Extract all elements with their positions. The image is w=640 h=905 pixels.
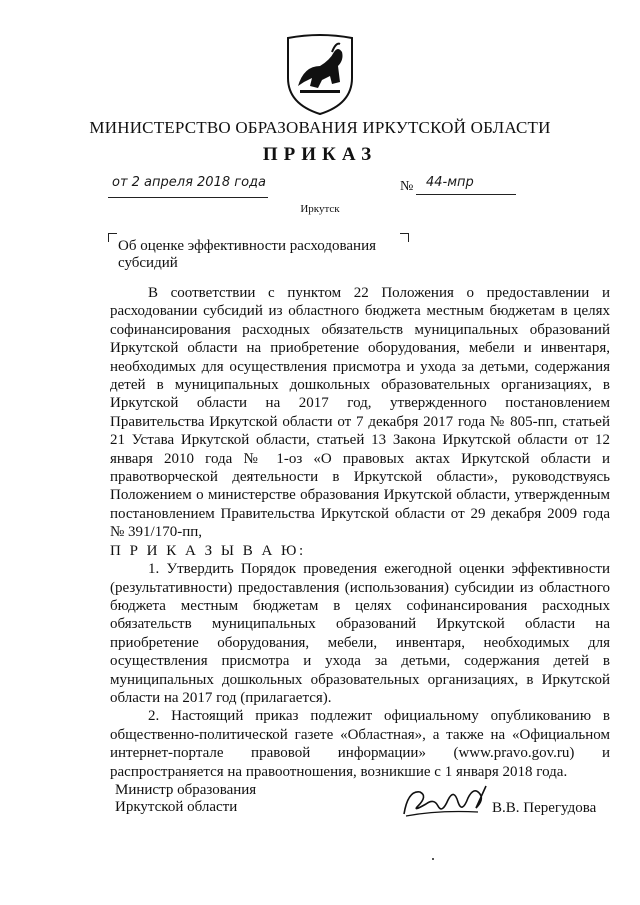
signer-name: В.В. Перегудова bbox=[492, 800, 597, 816]
handwritten-number: 44-мпр bbox=[416, 175, 516, 195]
order-word: П Р И К А З Ы В А Ю: bbox=[110, 542, 306, 559]
subject-line-2: субсидий bbox=[118, 255, 178, 271]
order-item-1: 1. Утвердить Порядок проведения ежегодной оценки эффективности (результативности) предоставления (использования) субсидии из областного бюджета местным бюджетам в целях софинансирования расходных обязательств муниципальных образований Иркутской области на приобретение оборудования, мебели, инвентаря, необходимых для осуществления присмотра и ухода за детьми, содержания детей в муниципальных дошкольных образовательных организациях, в Иркутской области на 2017 год (прилагается). bbox=[110, 561, 610, 706]
coat-of-arms-emblem bbox=[282, 30, 358, 118]
signer-position-line-2: Иркутской области bbox=[115, 799, 238, 815]
subject-line-1: Об оценке эффективности расходования bbox=[118, 238, 376, 254]
signer-position-line-1: Министр образования bbox=[115, 782, 257, 798]
signer-position bbox=[115, 782, 256, 816]
ministry-name: МИНИСТЕРСТВО ОБРАЗОВАНИЯ ИРКУТСКОЙ ОБЛАСТИ bbox=[89, 118, 551, 137]
number-field bbox=[400, 175, 520, 197]
number-label: № bbox=[400, 179, 414, 194]
document-type-title: ПРИКАЗ bbox=[262, 144, 378, 165]
order-subject bbox=[118, 238, 408, 272]
date-field bbox=[108, 175, 268, 198]
scan-speck bbox=[432, 858, 434, 860]
city-name: Иркутск bbox=[300, 203, 340, 215]
subject-bracket-left bbox=[108, 233, 117, 242]
handwritten-signature bbox=[398, 780, 490, 824]
handwritten-date: от 2 апреля 2018 года bbox=[112, 175, 266, 190]
order-body bbox=[110, 284, 610, 781]
order-item-2: 2. Настоящий приказ подлежит официальному опубликованию в общественно-политической газете «Областная», а также на «Официальном интернет-портале правовой информации» (www.pravo.gov.ru) и распространяется на правоотношения, возникшие с 1 января 2018 года. bbox=[110, 708, 610, 780]
preamble-paragraph: В соответствии с пунктом 22 Положения о предоставлении и расходовании субсидий из областного бюджета местным бюджетам в целях софинансирования расходных обязательств муниципальных образований Иркутской области на приобретение оборудования, мебели и инвентаря, необходимых для осуществления присмотра и ухода за детьми, содержания детей в муниципальных дошкольных образовательных организациях, в Иркутской области на 2017 год, утвержденного постановлением Правительства Иркутской области от 7 декабря 2017 года № 805-пп, статьей 21 Устава Иркутской области, статьей 13 Закона Иркутской области от 12 января 2010 года № 1-оз «О правовых актах Иркутской области и правотворческой деятельности в Иркутской области», руководствуясь Положением о министерстве образования Иркутской области, утвержденным постановлением Правительства Иркутской области от 29 декабря 2009 года № 391/170-пп, bbox=[110, 285, 610, 541]
